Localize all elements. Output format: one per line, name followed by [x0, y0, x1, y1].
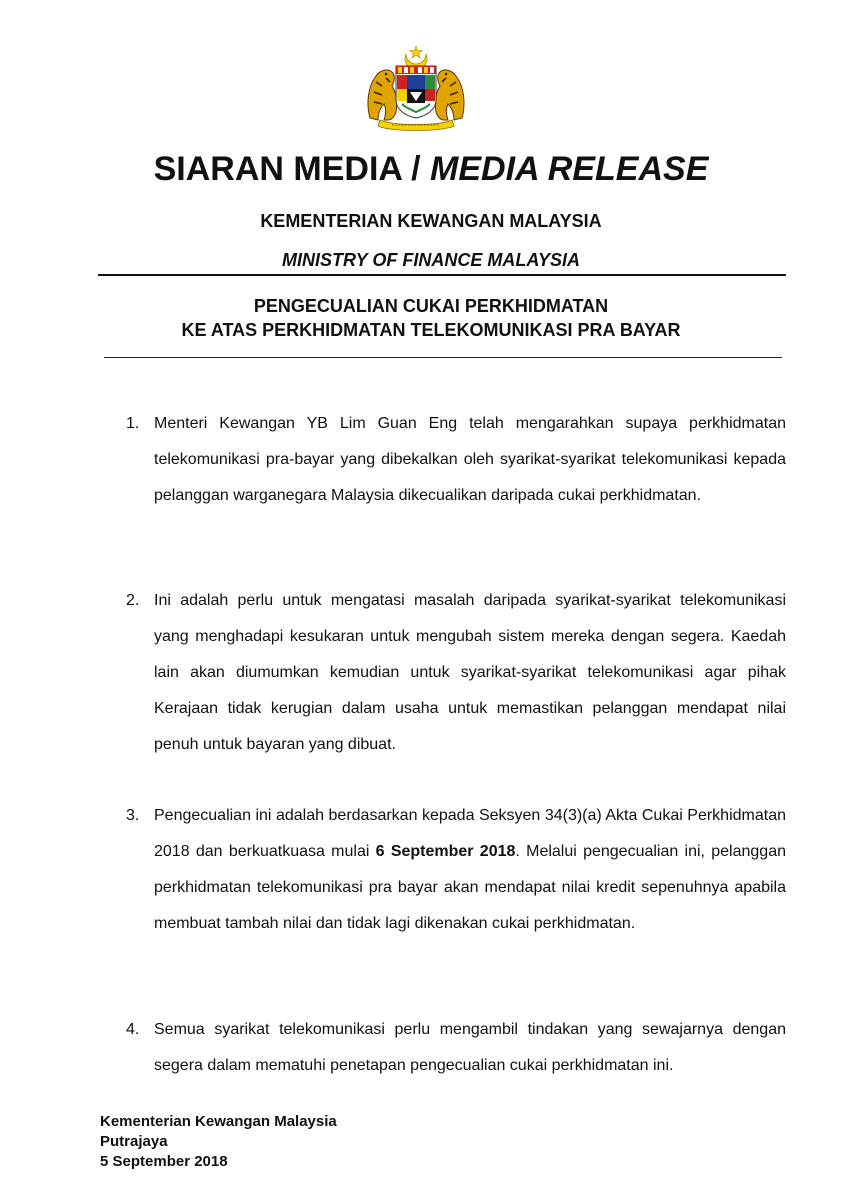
title-malay: SIARAN MEDIA / — [153, 150, 421, 188]
paragraph-text-after: . Melalui pengecualian ini, pelanggan perkhidmatan telekomunikasi pra bayar akan mendapat nilai kredit sepenuhnya apabila membuat tambah nilai dan tidak lagi dikenakan cukai perkhidmatan. — [154, 843, 787, 932]
paragraph-text: Ini adalah perlu untuk mengatasi masalah daripada syarikat-syarikat telekomunikasi yang menghadapi kesukaran untuk mengubah sistem mereka dengan segera. Kaedah lain akan diumumkan kemudian untuk syarikat-syarikat telekomunikasi agar pihak Kerajaan tidak kerugian dalam usaha untuk memastikan pelanggan mendapat nilai penuh untuk bayaran yang dibuat. — [154, 592, 786, 753]
paragraph-2 — [126, 583, 786, 763]
subject-divider — [104, 357, 782, 358]
paragraph-text — [154, 798, 786, 942]
paragraph-number: 2. — [126, 592, 140, 609]
signoff-organisation: Kementerian Kewangan Malaysia — [100, 1113, 337, 1130]
paragraph-1 — [126, 406, 786, 514]
release-subject — [0, 294, 862, 342]
paragraph-3 — [126, 798, 786, 942]
paragraph-text-before: Pengecualian ini adalah berdasarkan kepada Seksyen 34(3)(a) Akta Cukai Perkhidmatan 2018 dan berkuatkuasa mulai — [154, 807, 786, 860]
ministry-name-malay: KEMENTERIAN KEWANGAN MALAYSIA — [260, 211, 602, 231]
ministry-name-english: MINISTRY OF FINANCE MALAYSIA — [281, 250, 580, 270]
paragraph-number: 4. — [126, 1021, 140, 1038]
signoff-place: Putrajaya — [100, 1133, 168, 1150]
subject-line-2: KE ATAS PERKHIDMATAN TELEKOMUNIKASI PRA BAYAR — [181, 320, 681, 340]
title-english: MEDIA RELEASE — [430, 150, 709, 188]
paragraph-4 — [126, 1012, 786, 1084]
media-release-title — [0, 150, 862, 189]
header-divider — [98, 274, 786, 276]
paragraph-text: Menteri Kewangan YB Lim Guan Eng telah mengarahkan supaya perkhidmatan telekomunikasi pra-bayar yang dibekalkan oleh syarikat-syarikat telekomunikasi kepada pelanggan warganegara Malaysia dikecualikan daripada cukai perkhidmatan. — [154, 415, 786, 504]
paragraph-number: 3. — [126, 807, 140, 824]
paragraph-number: 1. — [126, 415, 140, 432]
paragraph-text: Semua syarikat telekomunikasi perlu mengambil tindakan yang sewajarnya dengan segera dalam mematuhi penetapan pengecualian cukai perkhidmatan ini. — [154, 1021, 786, 1074]
subject-line-1: PENGECUALIAN CUKAI PERKHIDMATAN — [253, 296, 609, 316]
coat-of-arms-icon — [362, 46, 470, 132]
signoff-block — [100, 1112, 337, 1172]
effective-date: 6 September 2018 — [375, 843, 516, 860]
malaysia-coat-of-arms-logo — [362, 46, 470, 132]
signoff-date: 5 September 2018 — [100, 1153, 228, 1170]
